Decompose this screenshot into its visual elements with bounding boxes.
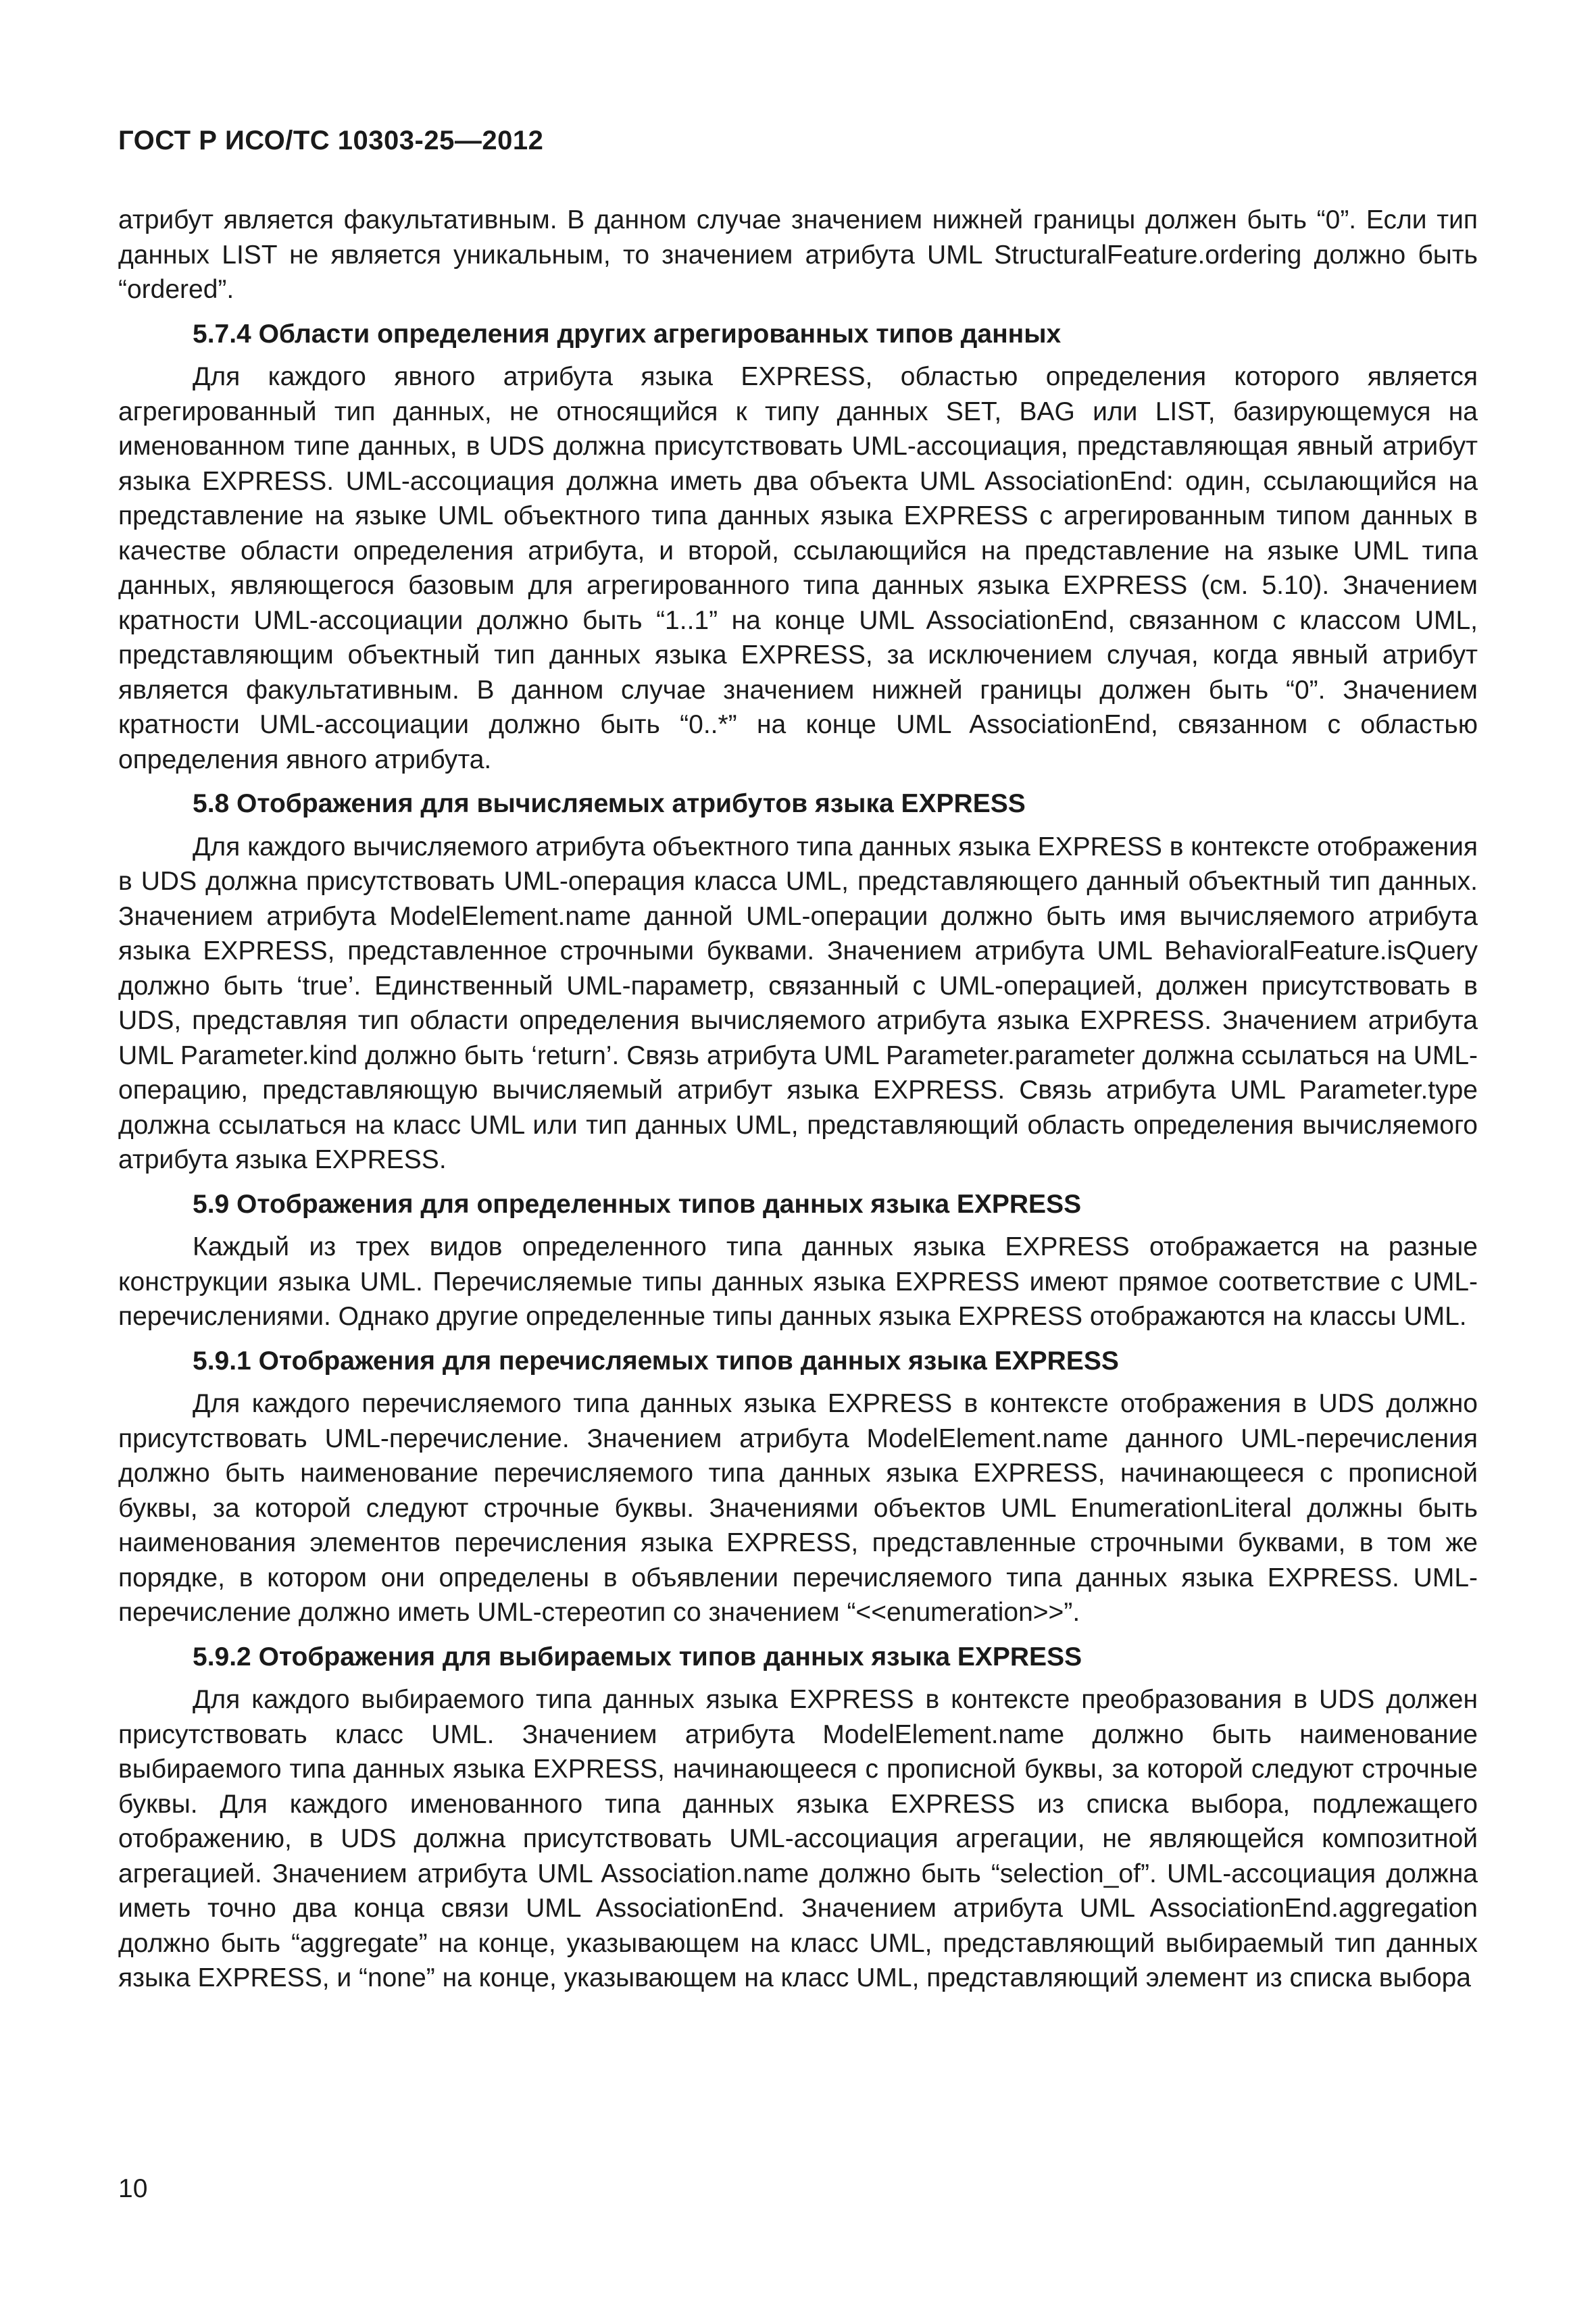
paragraph-5-7-4: Для каждого явного атрибута языка EXPRESS, областью определения которого является агрегированный тип данных, не относящийся к типу данных SET, BAG или LIST, базирующемуся на именованном типе данных, в UDS должна присутствовать UML-ассоциация, представляющая явный атрибут языка EXPRESS. UML-ассоциация должна иметь два объекта UML AssociationEnd: один, ссылающийся на представление на языке UML объектного типа данных языка EXPRESS с агрегированным типом данных в качестве области определения атрибута, и второй, ссылающийся на представление на языке UML типа данных, являющегося базовым для агрегированного типа данных языка EXPRESS (см. 5.10). Значением кратности UML-ассоциации должно быть “1..1” на конце UML AssociationEnd, связанном с классом UML, представляющим объектный тип данных языка EXPRESS, за исключением случая, когда явный атрибут является факультативным. В данном случае значением нижней границы должен быть “0”. Значением кратности UML-ассоциации должно быть “0..*” на конце UML AssociationEnd, связанном с областью определения явного атрибута. xyxy=(118,362,1478,774)
section-heading-5-7-4: 5.7.4 Области определения других агрегированных типов данных xyxy=(193,319,1062,349)
document-header: ГОСТ Р ИСО/ТС 10303-25—2012 xyxy=(118,126,544,155)
section-heading-5-9-1: 5.9.1 Отображения для перечисляемых типов данных языка EXPRESS xyxy=(193,1346,1119,1376)
document-body xyxy=(118,203,1478,1996)
section-heading-5-8: 5.8 Отображения для вычисляемых атрибутов языка EXPRESS xyxy=(193,789,1026,818)
paragraph-5-9-1: Для каждого перечисляемого типа данных языка EXPRESS в контексте отображения в UDS должно присутствовать UML-перечисление. Значением атрибута ModelElement.name данного UML-перечисления должно быть наименование перечисляемого типа данных языка EXPRESS, начинающееся с прописной буквы, за которой следуют строчные буквы. Значениями объектов UML EnumerationLiteral должны быть наименования элементов перечисления языка EXPRESS, представленные строчными буквами, в том же порядке, в котором они определены в объявлении перечисляемого типа данных языка EXPRESS. UML-перечисление должно иметь UML-стереотип со значением “<<enumeration>>”. xyxy=(118,1389,1478,1627)
paragraph-5-9-2: Для каждого выбираемого типа данных языка EXPRESS в контексте преобразования в UDS должен присутствовать класс UML. Значением атрибута ModelElement.name должно быть наименование выбираемого типа данных языка EXPRESS, начинающееся с прописной буквы, за которой следуют строчные буквы. Для каждого именованного типа данных языка EXPRESS из списка выбора, подлежащего отображению, в UDS должна присутствовать UML-ассоциация агрегации, не являющейся композитной агрегацией. Значением атрибута UML Association.name должно быть “selection_of”. UML-ассоциация должна иметь точно два конца связи UML AssociationEnd. Значением атрибута UML AssociationEnd.aggregation должно быть “aggregate” на конце, указывающем на класс UML, представляющий выбираемый тип данных языка EXPRESS, и “none” на конце, указывающем на класс UML, представляющий элемент из списка выбора xyxy=(118,1685,1478,1992)
section-heading-5-9: 5.9 Отображения для определенных типов данных языка EXPRESS xyxy=(193,1189,1082,1219)
paragraph-5-8: Для каждого вычисляемого атрибута объектного типа данных языка EXPRESS в контексте отображения в UDS должна присутствовать UML-операция класса UML, представляющего данный объектный тип данных. Значением атрибута ModelElement.name данной UML-операции должно быть имя вычисляемого атрибута языка EXPRESS, представленное строчными буквами. Значением атрибута UML BehavioralFeature.isQuery должно быть ‘true’. Единственный UML-параметр, связанный с UML-операцией, должен присутствовать в UDS, представляя тип области определения вычисляемого атрибута языка EXPRESS. Значением атрибута UML Parameter.kind должно быть ‘return’. Связь атрибута UML Parameter.parameter должна ссылаться на UML-операцию, представляющую вычисляемый атрибут языка EXPRESS. Связь атрибута UML Parameter.type должна ссылаться на класс UML или тип данных UML, представляющий область определения вычисляемого атрибута языка EXPRESS. xyxy=(118,832,1478,1174)
page-number: 10 xyxy=(118,2174,148,2203)
section-heading-5-9-2: 5.9.2 Отображения для выбираемых типов данных языка EXPRESS xyxy=(193,1642,1082,1671)
paragraph-continuation: атрибут является факультативным. В данном случае значением нижней границы должен быть “0”. Если тип данных LIST не является уникальным, то значением атрибута UML StructuralFeature.ordering должно быть “ordered”. xyxy=(118,205,1478,304)
paragraph-5-9: Каждый из трех видов определенного типа данных языка EXPRESS отображается на разные конструкции языка UML. Перечисляемые типы данных языка EXPRESS имеют прямое соответствие с UML-перечислениями. Однако другие определенные типы данных языка EXPRESS отображаются на классы UML. xyxy=(118,1232,1478,1331)
